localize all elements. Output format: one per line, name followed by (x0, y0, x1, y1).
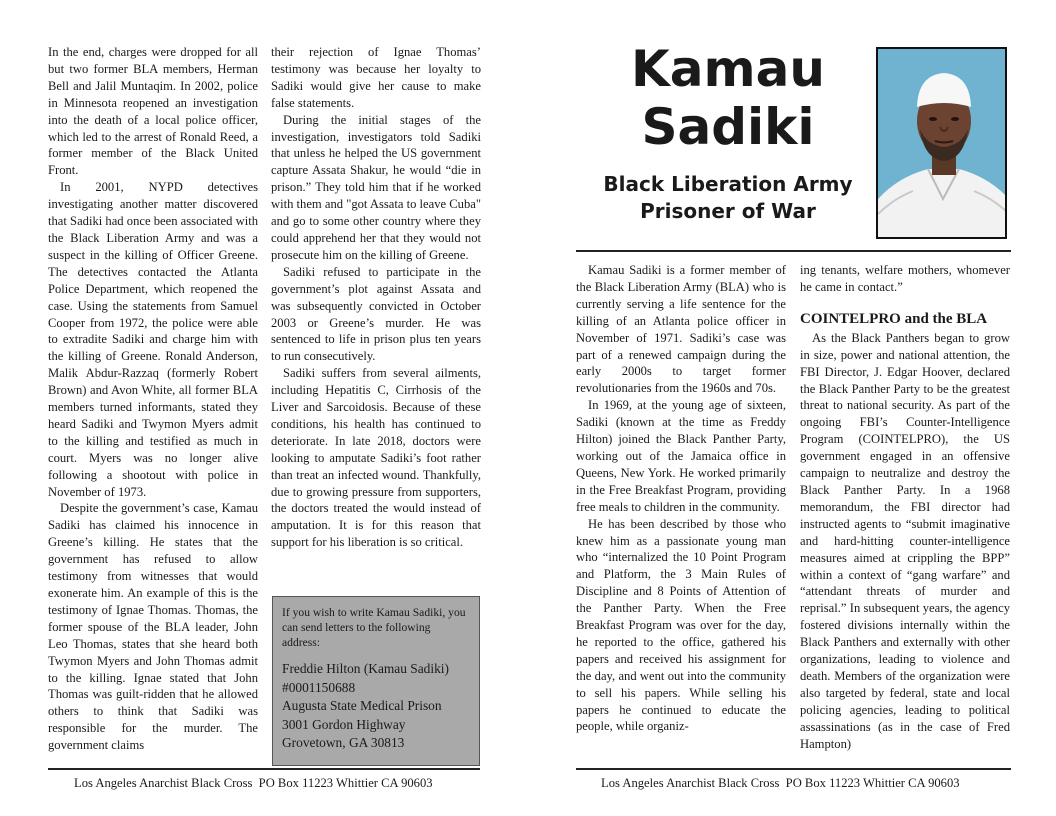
address-line: #0001150688 (282, 679, 356, 695)
paragraph: In 1969, at the young age of sixteen, Sadiki (known at the time as Freddy Hilton) joined the Black Panther Party, working out of the Jamaica office in Queens, New York. He worked primarily in the Free Breakfast Program, providing free meals to children in the community. (576, 398, 786, 514)
right-column-1 (576, 262, 786, 735)
paragraph: Despite the government’s case, Kamau Sadiki has claimed his innocence in Greene’s killing. He states that the government has refused to allow testimony from witnesses that would exonerate him. An example of this is the testimony of Ignae Thomas. Thomas, the former spouse of the BLA leader, John Leo Thomas, states that she heard both Twymon Myers and John Thomas admit to the killing. Ignae stated that John Thomas was guilt-ridden that he allowed others to think that Sadiki was responsible for the murder. The government claims (48, 501, 258, 753)
address-line: Freddie Hilton (Kamau Sadiki) (282, 661, 449, 676)
footer-rule (48, 768, 480, 770)
paragraph: Sadiki suffers from several ailments, including Hepatitis C, Cirrhosis of the Liver and Sarcoidosis. Because of these conditions, his health has continued to deteriorate. In late 2018, doctors were looking to amputate Sadiki’s foot rather than treat an infected wound. Thankfully, due to growing pressure from supporters, the doctors treated the would instead of amputation. It is for this reason that support for his liberation is so critical. (271, 366, 481, 550)
address-box (272, 596, 480, 766)
paragraph: their rejection of Ignae Thomas’ testimony was because her loyalty to Sadiki would give her cause to make false statements. (271, 45, 481, 110)
address-line: 3001 Gordon Highway (282, 716, 406, 732)
address-intro: If you wish to write Kamau Sadiki, you can send letters to the following address: (282, 606, 466, 649)
mailing-address (282, 660, 470, 753)
paragraph: Kamau Sadiki is a former member of the Black Liberation Army (BLA) who is currently serving a life sentence for the killing of an Atlanta police officer in November of 1971. Sadiki’s case was part of a renewed campaign during the early 2000s to target former revolutionaries from the 1960s and 70s. (576, 263, 786, 396)
paragraph: As the Black Panthers began to grow in size, power and national attention, the FBI Director, J. Edgar Hoover, declared the Black Panther Party to be the greatest threat to national security. As part of the ongoing FBI’s Counter-Intelligence Program (COINTELPRO), the US government engaged in an offensive campaign to neutralize and destroy the Black Panther Party. In a 1968 memorandum, the FBI director had instructed agents to “submit imaginative and hard-hitting counter-intelligence measures aimed at crippling the BPP” within a context of “gang warfare” and “attendant threats of murder and reprisal.” In subsequent years, the agency fostered divisions internally within the Black Panthers and externally with other organizations, leading to violence and death. Members of the organization were also targeted by federal, state and local policing agencies, leading to political assassinations (as in the case of Fred Hampton) (800, 330, 1010, 751)
address-line: Grovetown, GA 30813 (282, 735, 405, 750)
page-subtitle: Black Liberation Army Prisoner of War (603, 172, 853, 223)
footer-left: Los Angeles Anarchist Black Cross PO Box 11223 Whittier CA 90603 (74, 776, 433, 790)
paragraph: He has been described by those who knew him as a passionate young man who “internalized the 10 Point Program and Platform, the 3 Main Rules of Discipline and 8 Points of Attention of the Panther Party. When the Free Breakfast Program was over for the day, he reported to the office, gathered his papers and received his assignment for the day, and went out into the community to sell his papers. While selling his papers he continued to educate the people, while organiz- (576, 516, 786, 734)
left-column-1 (48, 44, 258, 754)
paragraph: In 2001, NYPD detectives investigating another matter discovered that Sadiki had once been associated with the Black Liberation Army and was a suspect in the killing of Officer Greene. The detectives contacted the Atlanta Police Department, which reopened the case. Using the statements from Samuel Cooper from 1972, the police were able to extradite Sadiki and charge him with the killing of Greene. Ronald Anderson, Malik Abdur-Razzaq (formerly Robert Brown) and Avon White, all former BLA members turned informants, stated they heard Sadiki and Twymon Myers admit to the killing and testified as much in court. Myers was no longer alive following a shootout with police in November of 1973. (48, 180, 258, 499)
paragraph: In the end, charges were dropped for all but two former BLA members, Herman Bell and Jalil Muntaqim. In 2002, police in Minnesota reopened an investigation into the death of a local police officer, which led to the arrest of Ronald Reed, a former member of the Black United Front. (48, 45, 258, 178)
paragraph: ing tenants, welfare mothers, whomever he came in contact.” (800, 263, 1010, 294)
address-line: Augusta State Medical Prison (282, 698, 442, 713)
footer-rule (576, 768, 1011, 770)
portrait-photo (876, 47, 1007, 239)
header-rule (576, 250, 1011, 252)
portrait-illustration (878, 49, 1007, 239)
left-column-2 (271, 44, 481, 551)
page-title: Kamau Sadiki (631, 40, 825, 156)
right-column-2 (800, 262, 1010, 752)
paragraph: During the initial stages of the investigation, investigators told Sadiki that unless he helped the US government capture Assata Shakur, he would “die in prison.” They told him that if he worked with them and "got Assata to leave Cuba" and go to some other country where they could apprehend her that they would not prosecute him on the killing of Greene. (271, 112, 481, 262)
footer-right: Los Angeles Anarchist Black Cross PO Box 11223 Whittier CA 90603 (601, 776, 960, 790)
paragraph: Sadiki refused to participate in the government’s plot against Assata and was subsequently convicted in October 2003 or Greene’s murder. He was sentenced to life in prison plus ten years to run consecutively. (271, 264, 481, 364)
section-heading: COINTELPRO and the BLA (800, 310, 988, 327)
